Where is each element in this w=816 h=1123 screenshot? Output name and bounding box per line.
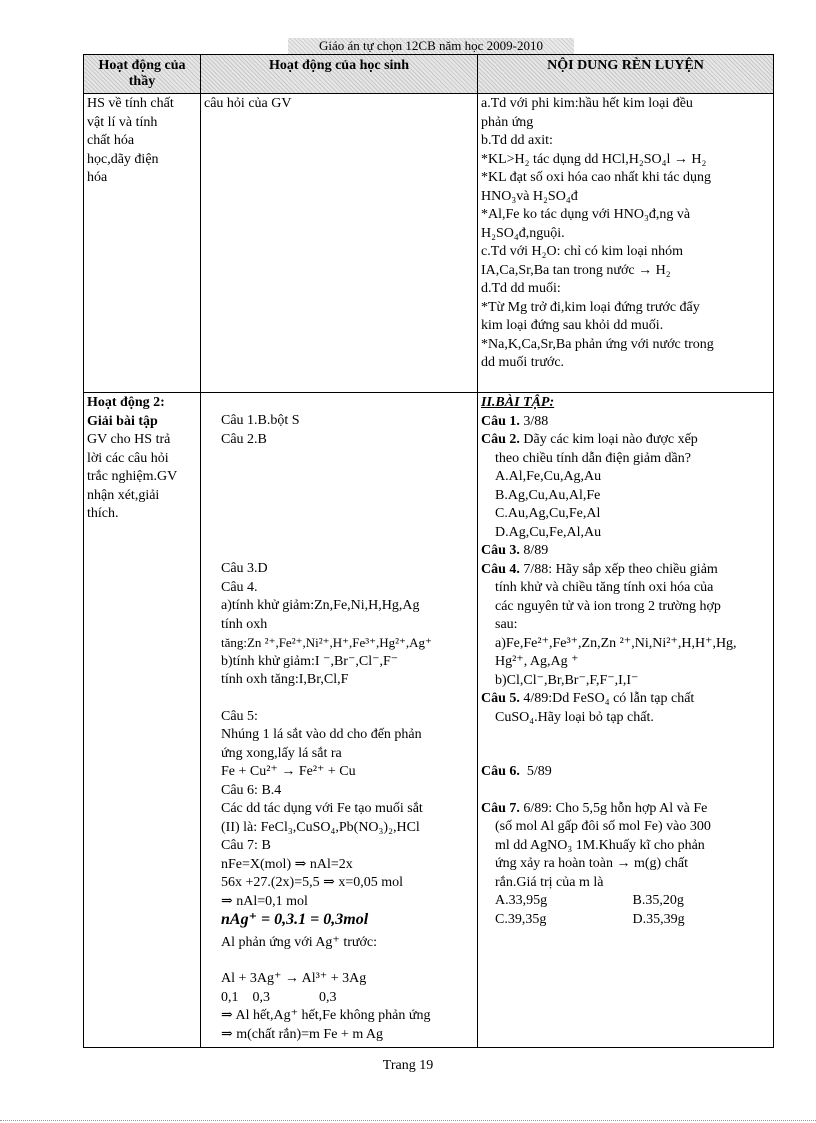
text-line: Nhúng 1 lá sắt vào dd cho đến phản (221, 727, 422, 742)
option: B.Ag,Cu,Au,Al,Fe (495, 487, 601, 503)
text-line: ứng xong,lấy lá sắt ra (221, 745, 342, 761)
page-bottom-rule (0, 1120, 816, 1121)
text-line: 56x +27.(2x)=5,5 ⇒ x=0,05 mol (221, 875, 404, 890)
table-header-row (84, 55, 774, 94)
text-line: các nguyên tử và ion trong 2 trường hợp (495, 598, 721, 614)
content-cell (478, 393, 774, 1048)
text-line: b)Cl,Cl⁻,Br,Br⁻,F,F⁻,I,I⁻ (495, 672, 639, 688)
text-line: *KL đạt số oxi hóa cao nhất khi tác dụng (481, 170, 712, 185)
text-line: Câu 6: B.4 (221, 782, 282, 798)
question-2: Câu 2. Dãy các kim loại nào được xếp (481, 432, 698, 447)
column-header-teacher: Hoạt động của thầy (84, 55, 201, 94)
text-line: *Từ Mg trở đi,kim loại đứng trước đẩy (481, 299, 700, 315)
text-line: IA,Ca,Sr,Ba tan trong nước → H₂ (481, 262, 671, 278)
text-line: Al phản ứng với Ag⁺ trước: (221, 934, 377, 950)
text-line: GV cho HS trả (87, 432, 171, 447)
page-number: Trang 19 (382, 1058, 434, 1073)
text-line: HNO₃và H₂SO₄đ (481, 188, 578, 204)
text-line: HS về tính chất (87, 96, 174, 111)
text-line: ⇒ Al hết,Ag⁺ hết,Fe không phản ứng (221, 1008, 431, 1023)
options-row (481, 911, 770, 930)
text-line: thích. (87, 506, 119, 521)
text-line: c.Td với H₂O: chỉ có kim loại nhóm (481, 244, 684, 259)
option: C.39,35g (495, 911, 547, 927)
options-row (481, 892, 770, 911)
column-header-content: NỘI DUNG RÈN LUYỆN (478, 55, 774, 94)
text-line: Câu 7: B (221, 838, 271, 853)
text-line: H₂SO₄đ,nguội. (481, 225, 565, 241)
text-line: ⇒ m(chất rắn)=m Fe + m Ag (221, 1026, 384, 1042)
text-line: hóa (87, 170, 108, 185)
text-line: tính oxh (221, 616, 268, 632)
text-line: Câu 4. (221, 579, 258, 595)
student-cell (201, 393, 478, 1048)
text-line: Câu 3.D (221, 561, 268, 576)
activity-title: Hoạt động 2: (87, 395, 165, 410)
text-line: a.Td với phi kim:hầu hết kim loại đều (481, 96, 693, 111)
text-line: nhận xét,giải (87, 487, 160, 503)
question-6: Câu 6. 5/89 (481, 764, 552, 779)
question-3: Câu 3. 8/89 (481, 543, 549, 558)
text-line: 0,1 0,3 0,3 (221, 989, 337, 1005)
content-cell (478, 94, 774, 393)
silver-ion-moles-formula: nAg⁺ = 0,3.1 = 0,3mol (221, 911, 369, 928)
question-5: Câu 5. 4/89:Dd FeSO₄ có lẫn tạp chất (481, 691, 695, 706)
text-line: học,dãy điện (87, 151, 159, 167)
text-line: CuSO₄.Hãy loại bỏ tạp chất. (495, 709, 654, 725)
option: D.Ag,Cu,Fe,Al,Au (495, 524, 602, 540)
text-line: tính oxh tăng:I,Br,Cl,F (221, 672, 349, 687)
text-line: nFe=X(mol) ⇒ nAl=2x (221, 856, 353, 872)
text-line: (số mol Al gấp đôi số mol Fe) vào 300 (495, 819, 711, 834)
text-line: chất hóa (87, 133, 135, 148)
text-line: Câu 2.B (221, 431, 267, 447)
text-line: ⇒ nAl=0,1 mol (221, 893, 308, 909)
text-line: trắc nghiệm.GV (87, 469, 178, 484)
column-header-student: Hoạt động của học sinh (201, 55, 478, 94)
text-line: (II) là: FeCl₃,CuSO₄,Pb(NO₃)₂,HCl (221, 819, 420, 835)
text-line: Câu 1.B.bột S (221, 413, 300, 428)
text-line: Câu 5: (221, 708, 258, 724)
option: B.35,20g (632, 893, 684, 908)
text-line: theo chiều tính dẫn điện giảm dần? (495, 450, 691, 466)
text-line: dd muối trước. (481, 355, 565, 370)
text-line: b.Td dd axit: (481, 133, 553, 148)
option: C.Au,Ag,Cu,Fe,Al (495, 506, 601, 521)
text-line: *KL>H₂ tác dụng dd HCl,H₂SO₄l → H₂ (481, 151, 707, 167)
text-line: câu hỏi của GV (204, 96, 292, 111)
text-line: kim loại đứng sau khỏi dd muối. (481, 318, 664, 333)
text-line: a)tính khử giảm:Zn,Fe,Ni,H,Hg,Ag (221, 598, 420, 613)
lesson-table (83, 54, 774, 1048)
text-line: b)tính khử giảm:I ⁻,Br⁻,Cl⁻,F⁻ (221, 653, 399, 669)
text-line: *Na,K,Ca,Sr,Ba phản ứng với nước trong (481, 336, 714, 352)
page-header-title: Giáo án tự chọn 12CB năm học 2009-2010 (288, 38, 574, 54)
text-line: rắn.Giá trị của m là (495, 874, 604, 890)
question-4: Câu 4. 7/88: Hãy sắp xếp theo chiều giảm (481, 561, 718, 577)
teacher-cell (84, 393, 201, 1048)
text-line: tăng:Zn ²⁺,Fe²⁺,Ni²⁺,H⁺,Fe³⁺,Hg²⁺,Ag⁺ (221, 635, 432, 650)
text-line: Fe + Cu²⁺ → Fe²⁺ + Cu (221, 764, 356, 779)
text-line: Al + 3Ag⁺ → Al³⁺ + 3Ag (221, 971, 367, 986)
option: A.Al,Fe,Cu,Ag,Au (495, 469, 602, 484)
text-line: d.Td dd muối: (481, 281, 561, 296)
teacher-cell (84, 94, 201, 393)
question-1: Câu 1. 3/88 (481, 413, 549, 429)
text-line: Các dd tác dụng với Fe tạo muối sắt (221, 801, 423, 816)
text-line: ml dd AgNO₃ 1M.Khuấy kĩ cho phản (495, 837, 705, 853)
student-cell (201, 94, 478, 393)
text-line: a)Fe,Fe²⁺,Fe³⁺,Zn,Zn ²⁺,Ni,Ni²⁺,H,H⁺,Hg, (495, 635, 737, 651)
text-line: Hg²⁺, Ag,Ag ⁺ (495, 654, 579, 669)
text-line: phản ứng (481, 114, 534, 130)
table-row (84, 393, 774, 1048)
text-line: vật lí và tính (87, 114, 158, 130)
table-row (84, 94, 774, 393)
text-line: tính khử và chiều tăng tính oxi hóa của (495, 580, 714, 595)
exercise-heading: II.BÀI TẬP: (481, 395, 555, 410)
text-line: sau: (495, 617, 518, 632)
question-7: Câu 7. 6/89: Cho 5,5g hỗn hợp Al và Fe (481, 800, 708, 816)
option: A.33,95g (495, 893, 548, 908)
text-line: lời các câu hỏi (87, 450, 169, 466)
text-line: *Al,Fe ko tác dụng với HNO₃đ,ng và (481, 207, 691, 222)
option: D.35,39g (632, 911, 685, 927)
text-line: ứng xảy ra hoàn toàn → m(g) chất (495, 856, 689, 871)
activity-subtitle: Giải bài tập (87, 413, 158, 429)
